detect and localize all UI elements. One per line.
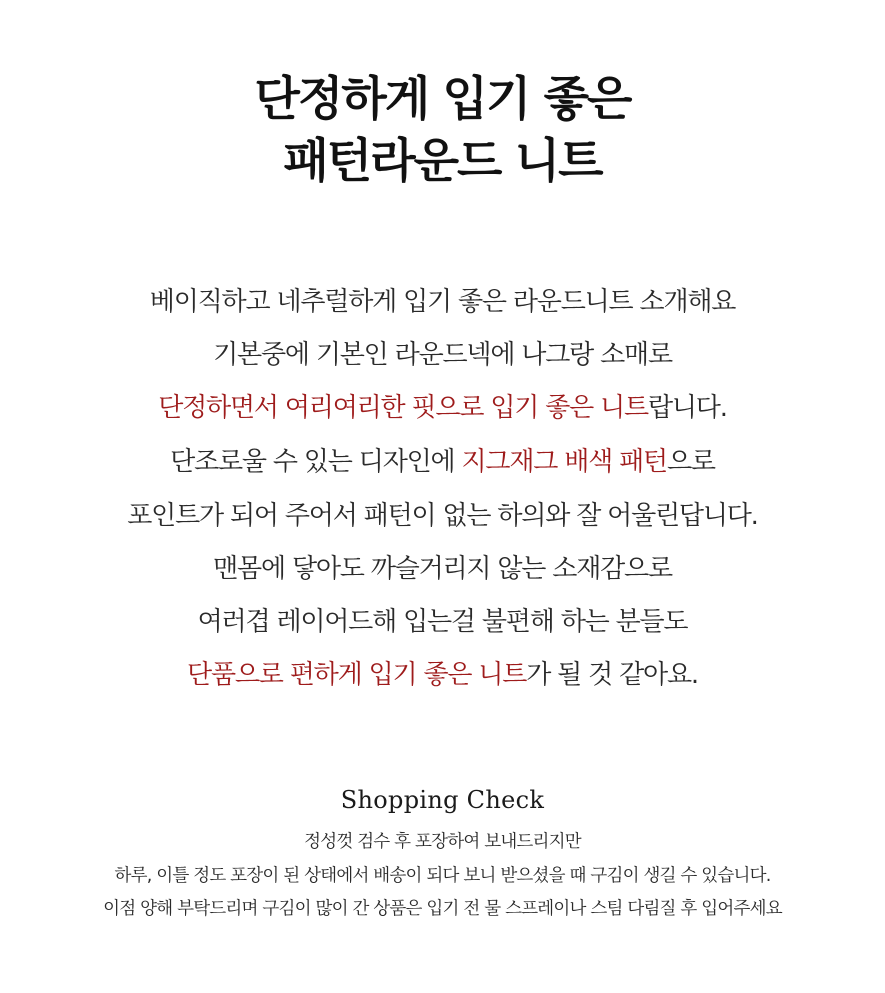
heading-line-2: 패턴라운드 니트 [283,134,602,189]
heading-line-1: 단정하게 입기 좋은 [254,72,631,127]
description-line-1: 베이직하고 네추럴하게 입기 좋은 라운드니트 소개해요 [149,287,736,317]
description-line-4 [0,445,885,479]
shopping-check-line-3: 이점 양해 부탁드리며 구김이 많이 간 상품은 입기 전 물 스프레이나 스팀 다림질 후 입어주세요 [103,899,782,919]
description-highlight: 지그재그 배색 패턴 [461,447,667,477]
description-line-2: 기본중에 기본인 라운드넥에 나그랑 소매로 [213,340,672,370]
description-line-7: 여러겹 레이어드해 입는걸 불편해 하는 분들도 [197,607,688,637]
description-highlight: 단품으로 편하게 입기 좋은 니트 [187,660,527,690]
shopping-check-title: Shopping Check [340,786,545,814]
description-text: 랍니다. [647,393,727,423]
description-line-6: 맨몸에 닿아도 까슬거리지 않는 소재감으로 [213,554,672,584]
description-text: 가 될 것 같아요. [526,660,698,690]
description-text: 단조로울 수 있는 디자인에 [170,447,462,477]
description-line-5: 포인트가 되어 주어서 패턴이 없는 하의와 잘 어울린답니다. [127,501,758,531]
shopping-check-line-2: 하루, 이틀 정도 포장이 된 상태에서 배송이 되다 보니 받으셨을 때 구김이 생길 수 있습니다. [114,866,771,886]
description-text: 으로 [666,447,715,477]
description-line-3 [0,391,885,425]
shopping-check-line-1: 정성껏 검수 후 포장하여 보내드리지만 [304,832,581,852]
description-highlight: 단정하면서 여리여리한 핏으로 입기 좋은 니트 [158,393,648,423]
description-line-8 [0,658,885,692]
